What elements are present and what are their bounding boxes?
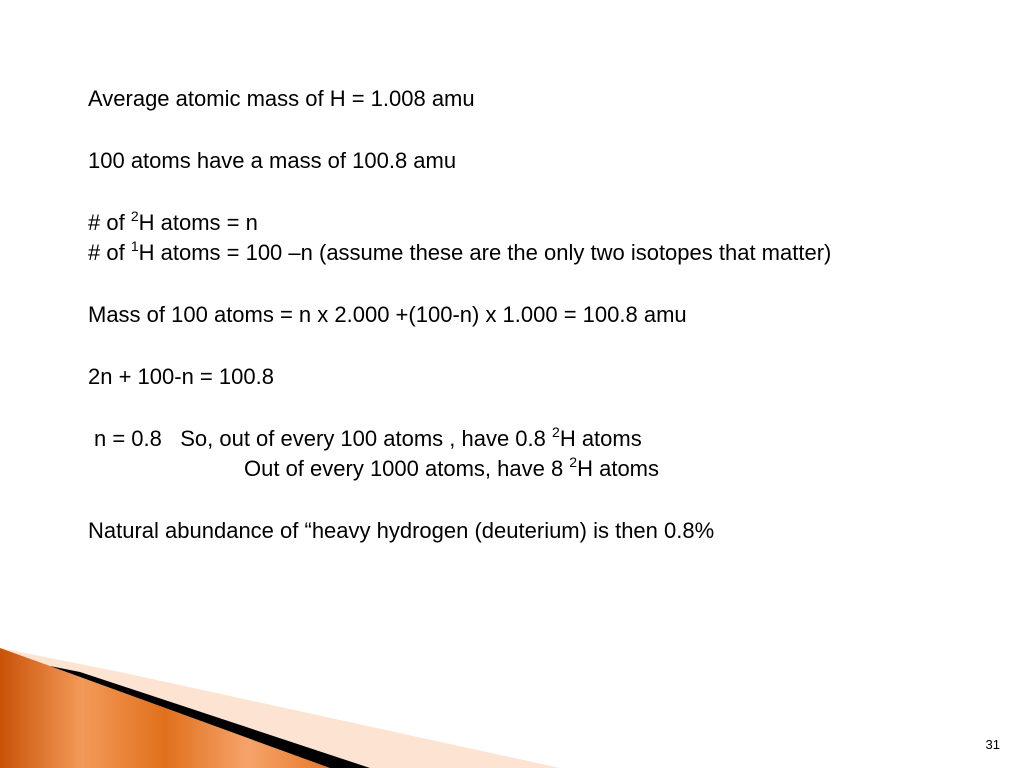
- page-number: 31: [985, 737, 1000, 752]
- line-100-atoms: [88, 148, 456, 174]
- h1-count-suffix: H atoms = 100 –n (assume these are the only two isotopes that matter): [138, 240, 832, 265]
- n-result-suffix: H atoms: [559, 426, 642, 451]
- line-h2-count: [88, 207, 258, 236]
- line-average-mass: [88, 86, 475, 112]
- h2-count-prefix: # of: [88, 210, 131, 235]
- natural-abundance-text: Natural abundance of “heavy hydrogen (deuterium) is then 0.8%: [88, 518, 715, 543]
- mass-equation-text: Mass of 100 atoms = n x 2.000 +(100-n) x 1.000 = 100.8 amu: [88, 302, 687, 327]
- h1-superscript: 1: [130, 237, 139, 254]
- per-1000-prefix: Out of every 1000 atoms, have 8: [244, 456, 570, 481]
- hundred-atoms-text: 100 atoms have a mass of 100.8 amu: [88, 148, 457, 173]
- h2-count-suffix: H atoms = n: [138, 210, 258, 235]
- line-natural-abundance: [88, 518, 714, 544]
- h1-count-prefix: # of: [88, 240, 131, 265]
- per-1000-superscript: 2: [569, 453, 578, 470]
- simplified-equation-text: 2n + 100-n = 100.8: [88, 364, 274, 389]
- h2-superscript: 2: [130, 207, 139, 224]
- average-mass-text: Average atomic mass of H = 1.008 amu: [88, 86, 475, 111]
- n-result-prefix: n = 0.8 So, out of every 100 atoms , have 0.8: [94, 426, 553, 451]
- line-h1-count: [88, 237, 832, 266]
- line-n-result: [94, 423, 642, 452]
- line-per-1000: [244, 453, 660, 482]
- line-mass-equation: [88, 302, 687, 328]
- line-simplified-equation: [88, 364, 274, 390]
- n-result-superscript: 2: [552, 423, 560, 440]
- per-1000-suffix: H atoms: [577, 456, 660, 481]
